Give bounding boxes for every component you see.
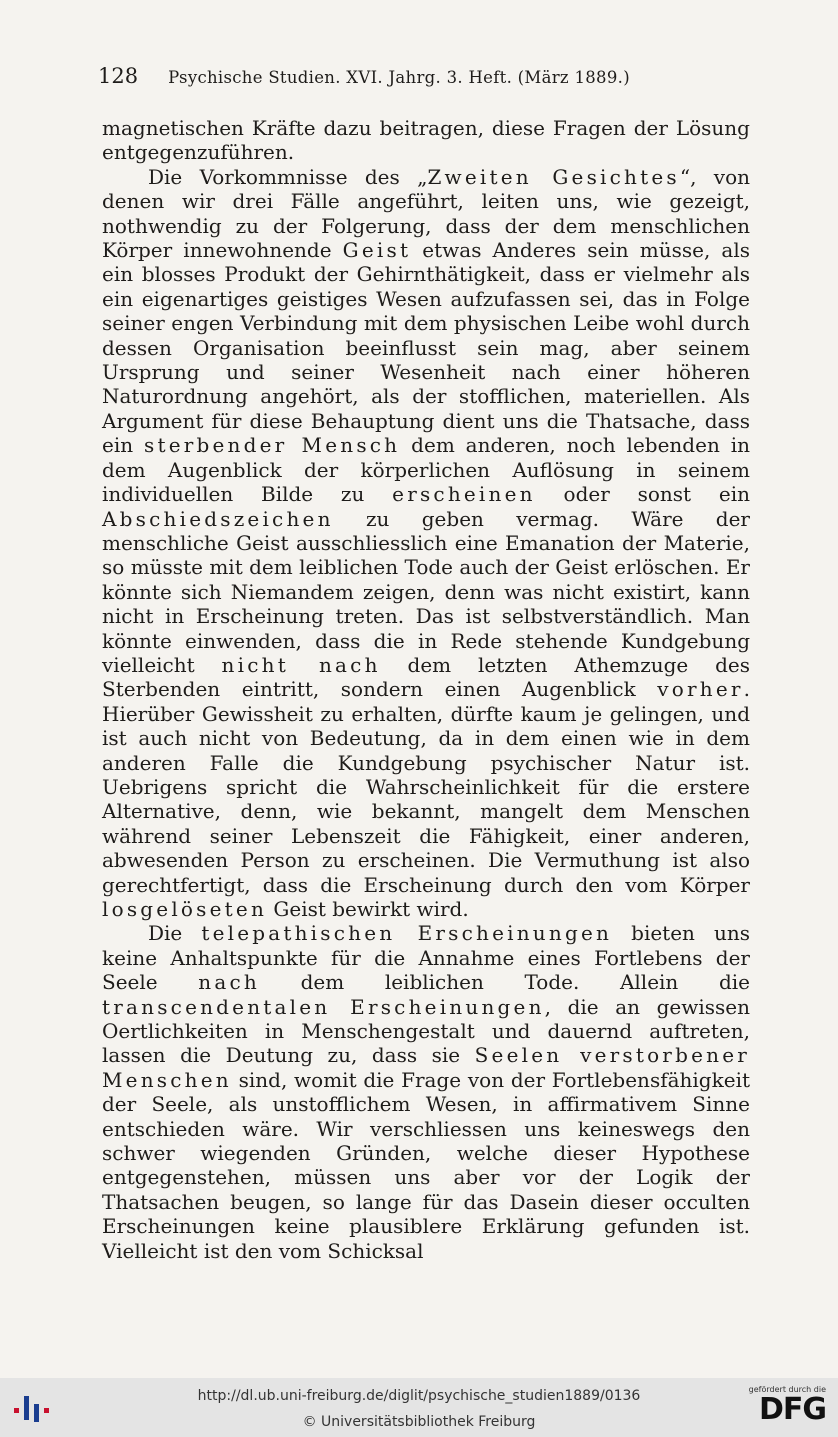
text-run: oder sonst ein xyxy=(535,482,750,507)
text-run: zu geben vermag. Wäre der menschliche Geist ausschliesslich eine Emanation der Materie, so müsste mit dem leiblichen Tode auch der Geist erlöschen. Er könnte sich Niemandem zeigen, denn was nicht existirt, kann nicht in Erscheinung treten. Das ist selbstverständlich. Man könnte einwenden, dass die in Rede stehende Kundgebung vielleicht xyxy=(102,506,750,677)
spaced-emphasis: Abschiedszeichen xyxy=(102,506,334,531)
paragraph-3 xyxy=(102,921,750,1263)
text-run: dem leiblichen Tode. Allein die xyxy=(259,970,750,995)
paragraph-2 xyxy=(102,165,750,922)
text-run: Geist bewirkt wird. xyxy=(267,897,469,921)
spaced-emphasis: sterbender Mensch xyxy=(144,433,401,458)
text-run: etwas Anderes sein müsse, als ein blosses Produkt der Gehirnthätigkeit, dass er vielmehr als ein eigenartiges geistiges Wesen aufzufassen sei, das in Folge seiner engen Verbindung mit dem physischen Leibe wohl durch dessen Organisation beeinflusst sein mag, aber seinem Ursprung und seiner Wesenheit nach einer höheren Naturordnung angehört, als der stofflichen, materiellen. Als Argument für diese Behauptung dient uns die Thatsache, dass ein xyxy=(102,238,750,458)
dfg-logo-text: DFG xyxy=(758,1392,826,1427)
spaced-emphasis: vorher xyxy=(657,677,744,702)
permalink-url[interactable]: http://dl.ub.uni-freiburg.de/diglit/psychische_studien1889/0136 xyxy=(197,1388,641,1404)
spaced-emphasis: transcendentalen Erscheinungen xyxy=(102,994,545,1019)
copyright-notice: © Universitätsbibliothek Freiburg xyxy=(302,1414,536,1430)
dfg-caption: gefördert durch die xyxy=(748,1385,826,1394)
viewer-footer xyxy=(0,1378,838,1437)
text-run: . Hierüber Gewissheit zu erhalten, dürfte kaum je gelingen, und ist auch nicht von Bedeutung, da in dem einen wie in dem anderen Falle die Kundgebung psychischer Natur ist. Uebrigens spricht die Wahrscheinlichkeit für die erstere Alternative, denn, wie bekannt, mangelt dem Menschen während seiner Lebenszeit die Fähigkeit, einer anderen, abwesenden Person zu erscheinen. Die Vermuthung ist also gerechtfertigt, dass die Erscheinung durch den vom Körper xyxy=(102,677,750,897)
paragraph-1: magnetischen Kräfte dazu beitragen, diese Fragen der Lösung entgegenzuführen. xyxy=(102,116,750,165)
spaced-emphasis: Zweiten Gesichtes xyxy=(427,164,680,189)
spaced-emphasis: losgelöseten xyxy=(102,897,268,921)
text-run: bieten uns keine Anhaltspunkte für die Annahme eines Fortlebens der Seele xyxy=(102,921,751,995)
text-run: , die an gewissen Oertlichkeiten in Menschengestalt und dauernd auftreten, lassen die Deutung zu, dass sie xyxy=(102,994,751,1068)
text-run: dem letzten Athemzuge des Sterbenden eintritt, sondern einen Augenblick xyxy=(102,652,750,702)
spaced-emphasis: nach xyxy=(198,970,260,995)
spaced-emphasis: erscheinen xyxy=(392,482,536,507)
body-text xyxy=(102,116,750,1263)
text-run: Die Vorkommnisse des „ xyxy=(148,164,428,189)
page-header xyxy=(98,64,698,88)
spaced-emphasis: Seelen verstorbener Menschen xyxy=(102,1043,750,1092)
spaced-emphasis: telepathischen Erscheinungen xyxy=(201,921,613,946)
running-head: Psychische Studien. XVI. Jahrg. 3. Heft. (März 1889.) xyxy=(168,68,630,87)
text-run: sind, womit die Frage von der Fortlebensfähigkeit der Seele, als unstofflichem Wesen, in affirmativem Sinne entschieden wäre. Wir verschliessen uns keineswegs den schwer wiegenden Gründen, welche dieser Hypothese entgegenstehen, müssen uns aber vor der Logik der Thatsachen beugen, so lange für das Dasein dieser occulten Erscheinungen keine plausiblere Erklärung gefunden ist. Vielleicht ist den vom Schicksal xyxy=(102,1067,750,1263)
dfg-logo xyxy=(742,1385,826,1431)
text-run: Die xyxy=(148,921,202,946)
spaced-emphasis: Geist xyxy=(342,238,412,263)
spaced-emphasis: nicht nach xyxy=(221,652,381,677)
page-number: 128 xyxy=(98,64,139,88)
text-run: dem anderen, noch lebenden in dem Augenblick der körperlichen Auflösung in seinem individuellen Bilde zu xyxy=(102,433,750,507)
text-run: “, von denen wir drei Fälle angeführt, leiten uns, wie gezeigt, nothwendig zu der Folgerung, dass der dem menschlichen Körper innewohnende xyxy=(102,164,751,263)
